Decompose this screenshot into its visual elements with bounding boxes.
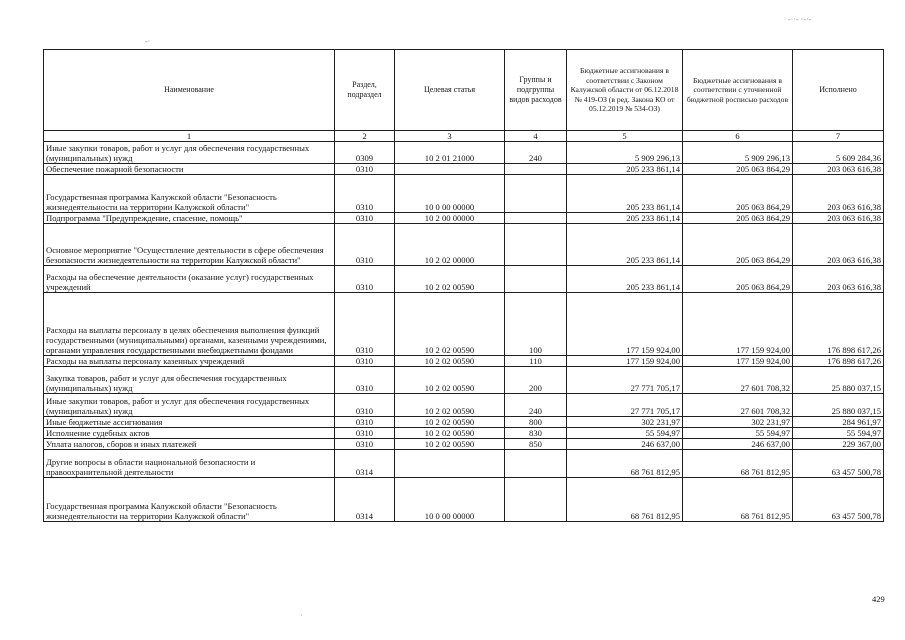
row-target [395,450,505,478]
row-section: 0310 [335,175,395,213]
column-number: 2 [335,131,395,142]
row-section: 0310 [335,428,395,439]
column-number: 3 [395,131,505,142]
column-number-row [44,131,884,142]
row-name: Расходы на обеспечение деятельности (оказание услуг) государственных учреждений [44,266,335,293]
row-law-amount: 27 771 705,17 [567,394,683,417]
table-row [44,224,884,266]
row-law-amount: 205 233 861,14 [567,224,683,266]
row-group: 240 [505,142,567,164]
row-group [505,213,567,224]
header-name: Наименование [44,50,335,131]
row-executed-amount: 63 457 500,78 [793,450,884,478]
row-group [505,266,567,293]
row-name: Обеспечение пожарной безопасности [44,164,335,175]
table-row [44,142,884,164]
table-row [44,367,884,394]
row-name: Подпрограмма "Предупреждение, спасение, помощь" [44,213,335,224]
row-executed-amount: 55 594,97 [793,428,884,439]
scan-artifact: · [300,611,303,620]
row-target: 10 0 00 00000 [395,478,505,522]
row-target: 10 2 01 21000 [395,142,505,164]
row-executed-amount: 203 063 616,38 [793,266,884,293]
row-law-amount: 68 761 812,95 [567,478,683,522]
row-section: 0314 [335,450,395,478]
row-law-amount: 177 159 924,00 [567,356,683,367]
row-refined-amount: 205 063 864,29 [683,175,793,213]
scan-artifact: -· [145,37,151,46]
row-law-amount: 246 637,00 [567,439,683,450]
table-row [44,478,884,522]
row-group [505,478,567,522]
row-executed-amount: 63 457 500,78 [793,478,884,522]
row-section: 0310 [335,439,395,450]
row-executed-amount: 176 898 617,26 [793,293,884,356]
table-row [44,417,884,428]
row-group [505,164,567,175]
row-target: 10 2 00 00000 [395,213,505,224]
row-target: 10 2 02 00590 [395,417,505,428]
row-refined-amount: 302 231,97 [683,417,793,428]
row-refined-amount: 177 159 924,00 [683,356,793,367]
column-number: 1 [44,131,335,142]
column-number: 6 [683,131,793,142]
row-executed-amount: 25 880 037,15 [793,394,884,417]
row-executed-amount: 25 880 037,15 [793,367,884,394]
header-target: Целевая статья [395,50,505,131]
budget-table [43,49,884,522]
row-section: 0310 [335,266,395,293]
row-executed-amount: 203 063 616,38 [793,213,884,224]
row-refined-amount: 27 601 708,32 [683,367,793,394]
row-target: 10 2 02 00590 [395,394,505,417]
row-target: 10 0 00 00000 [395,175,505,213]
row-target [395,164,505,175]
header-executed: Исполнено [793,50,884,131]
row-executed-amount: 5 609 284,36 [793,142,884,164]
row-refined-amount: 246 637,00 [683,439,793,450]
row-section: 0310 [335,164,395,175]
row-section: 0310 [335,417,395,428]
page-number: 429 [872,594,885,604]
row-group: 240 [505,394,567,417]
row-refined-amount: 177 159 924,00 [683,293,793,356]
scan-artifact: -··- ·-·- [788,15,812,24]
row-refined-amount: 68 761 812,95 [683,450,793,478]
table-row [44,428,884,439]
row-group: 110 [505,356,567,367]
row-group: 100 [505,293,567,356]
row-law-amount: 5 909 296,13 [567,142,683,164]
row-law-amount: 205 233 861,14 [567,213,683,224]
row-refined-amount: 27 601 708,32 [683,394,793,417]
row-law-amount: 205 233 861,14 [567,175,683,213]
row-section: 0309 [335,142,395,164]
row-law-amount: 177 159 924,00 [567,293,683,356]
table-row [44,450,884,478]
row-law-amount: 205 233 861,14 [567,266,683,293]
row-executed-amount: 229 367,00 [793,439,884,450]
row-target: 10 2 02 00590 [395,439,505,450]
row-refined-amount: 5 909 296,13 [683,142,793,164]
row-name: Исполнение судебных актов [44,428,335,439]
table-row [44,394,884,417]
row-target: 10 2 02 00590 [395,428,505,439]
row-group [505,175,567,213]
row-name: Государственная программа Калужской области "Безопасность жизнедеятельности на территории Калужской области" [44,175,335,213]
row-executed-amount: 203 063 616,38 [793,175,884,213]
row-executed-amount: 203 063 616,38 [793,224,884,266]
table-row [44,266,884,293]
row-name: Другие вопросы в области национальной безопасности и правоохранительной деятельности [44,450,335,478]
row-group: 850 [505,439,567,450]
row-name: Иные закупки товаров, работ и услуг для обеспечения государственных (муниципальных) нужд [44,142,335,164]
table-row [44,356,884,367]
row-group [505,450,567,478]
row-name: Иные закупки товаров, работ и услуг для обеспечения государственных (муниципальных) нужд [44,394,335,417]
table-row [44,213,884,224]
row-refined-amount: 55 594,97 [683,428,793,439]
row-law-amount: 302 231,97 [567,417,683,428]
row-group: 200 [505,367,567,394]
row-refined-amount: 205 063 864,29 [683,266,793,293]
header-section: Раздел, подраздел [335,50,395,131]
row-group: 800 [505,417,567,428]
table-row [44,439,884,450]
table-row [44,164,884,175]
row-executed-amount: 176 898 617,26 [793,356,884,367]
header-refined-allocations: Бюджетные ассигнования в соответствии с уточненной бюджетной росписью расходов [683,50,793,131]
row-name: Закупка товаров, работ и услуг для обеспечения государственных (муниципальных) нужд [44,367,335,394]
row-section: 0314 [335,478,395,522]
row-target: 10 2 02 00000 [395,224,505,266]
row-target: 10 2 02 00590 [395,367,505,394]
column-number: 5 [567,131,683,142]
table-row [44,175,884,213]
header-row [44,50,884,131]
row-section: 0310 [335,293,395,356]
row-section: 0310 [335,394,395,417]
row-refined-amount: 205 063 864,29 [683,213,793,224]
row-name: Государственная программа Калужской области "Безопасность жизнедеятельности на территории Калужской области" [44,478,335,522]
row-law-amount: 55 594,97 [567,428,683,439]
row-law-amount: 205 233 861,14 [567,164,683,175]
column-number: 4 [505,131,567,142]
row-name: Основное мероприятие "Осуществление деятельности в сфере обеспечения безопасности жизнедеятельности на территории Калужской области" [44,224,335,266]
row-section: 0310 [335,224,395,266]
column-number: 7 [793,131,884,142]
row-target: 10 2 02 00590 [395,293,505,356]
row-group: 830 [505,428,567,439]
row-target: 10 2 02 00590 [395,356,505,367]
row-target: 10 2 02 00590 [395,266,505,293]
row-section: 0310 [335,213,395,224]
row-refined-amount: 205 063 864,29 [683,224,793,266]
row-executed-amount: 284 961,97 [793,417,884,428]
row-name: Уплата налогов, сборов и иных платежей [44,439,335,450]
row-name: Иные бюджетные ассигнования [44,417,335,428]
row-refined-amount: 68 761 812,95 [683,478,793,522]
row-group [505,224,567,266]
row-section: 0310 [335,367,395,394]
header-group: Группы и подгруппы видов расходов [505,50,567,131]
row-executed-amount: 203 063 616,38 [793,164,884,175]
row-law-amount: 27 771 705,17 [567,367,683,394]
row-name: Расходы на выплаты персоналу казенных учреждений [44,356,335,367]
row-law-amount: 68 761 812,95 [567,450,683,478]
row-section: 0310 [335,356,395,367]
row-refined-amount: 205 063 864,29 [683,164,793,175]
header-law-allocations: Бюджетные ассигнования в соответствии с Законом Калужской области от 06.12.2018 № 419-ОЗ (в ред. Закона КО от 05.12.2019 № 534-ОЗ) [567,50,683,131]
row-name: Расходы на выплаты персоналу в целях обеспечения выполнения функций государственными (муниципальными) органами, казенными учреждениями, органами управления государственными внебюджетными фондами [44,293,335,356]
table-row [44,293,884,356]
